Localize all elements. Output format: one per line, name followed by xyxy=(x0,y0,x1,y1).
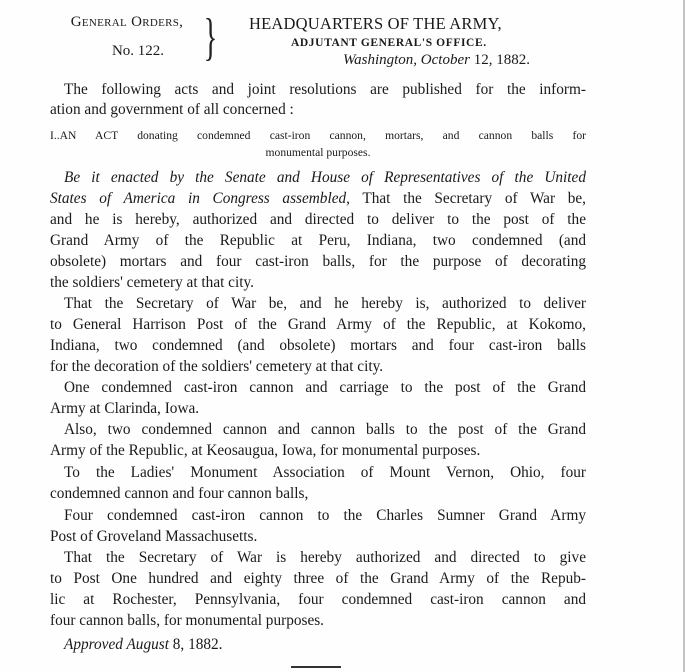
dateline-place: Washington, xyxy=(343,52,418,68)
order-number: No. 122. xyxy=(111,43,165,59)
dateline-month: October xyxy=(420,52,470,68)
intro-line: The following acts and joint resolutions are published for the inform- xyxy=(64,81,586,98)
general-orders-block xyxy=(52,12,202,61)
paragraph-line: the soldiers' cemetery at that city. xyxy=(50,274,254,291)
brace-icon: } xyxy=(203,9,218,66)
paragraph-line: Indiana, two condemned (and obsolete) mortars and four cast-iron balls xyxy=(50,337,586,354)
paragraph-line: Four condemned cast-iron cannon to the Charles Sumner Grand Army xyxy=(64,507,586,524)
office-name: ADJUTANT GENERAL'S OFFICE. xyxy=(291,37,487,49)
enacting-clause-line: Be it enacted by the Senate and House of Representatives of the United xyxy=(64,169,586,186)
section-divider xyxy=(291,666,341,668)
paragraph-line: to General Harrison Post of the Grand Army of the Republic, at Kokomo, xyxy=(50,316,586,333)
paragraph-line: obsolete) mortars and four cast-iron balls, for the purpose of decorating xyxy=(50,253,586,270)
enacting-clause-text: States of America in Congress assembled, xyxy=(50,190,350,207)
paragraph-line: Grand Army of the Republic at Peru, Indiana, two condemned (and xyxy=(50,232,586,249)
paragraph-line: That the Secretary of War is hereby authorized and directed to give xyxy=(64,549,586,566)
paragraph-line: Army of the Republic, at Keosaugua, Iowa, for monumental purposes. xyxy=(50,442,481,459)
approval-line xyxy=(64,635,586,655)
act-title-line: monumental purposes. xyxy=(265,146,371,159)
act-title-line: I..AN ACT donating condemned cast-iron cannon, mortars, and cannon balls for xyxy=(50,129,586,142)
paragraph-line: for the decoration of the soldiers' cemetery at that city. xyxy=(50,358,384,375)
paragraph-line: Post of Groveland Massachusetts. xyxy=(50,528,258,545)
dateline-day-year: 12, 1882. xyxy=(473,52,530,68)
paragraph-line: and he is hereby, authorized and directed to deliver to the post of the xyxy=(50,211,586,228)
paragraph-line: To the Ladies' Monument Association of Mount Vernon, Ohio, four xyxy=(64,464,586,481)
dateline xyxy=(343,51,589,69)
paragraph-line: lic at Rochester, Pennsylvania, four condemned cast-iron cannon and xyxy=(50,591,586,608)
approval-label: Approved August xyxy=(64,636,169,653)
paragraph-line xyxy=(50,189,586,209)
paragraph-line: four cannon balls, for monumental purposes. xyxy=(50,612,325,629)
paragraph-line: One condemned cast-iron cannon and carriage to the post of the Grand xyxy=(64,379,586,396)
intro-line: ation and government of all concerned : xyxy=(50,101,294,118)
headquarters-block xyxy=(249,14,589,69)
headquarters-title: HEADQUARTERS OF THE ARMY, xyxy=(249,14,502,33)
paragraph-line: Also, two condemned cannon and cannon balls to the post of the Grand xyxy=(64,421,586,438)
paragraph-line: to Post One hundred and eighty three of the Grand Army of the Repub- xyxy=(50,570,586,587)
paragraph-text: That the Secretary of War be, xyxy=(362,190,586,207)
approval-date: 8, 1882. xyxy=(172,636,223,653)
paragraph-line: condemned cannon and four cannon balls, xyxy=(50,485,309,502)
general-orders-label: General Orders, xyxy=(70,14,184,30)
paragraph-line: Army at Clarinda, Iowa. xyxy=(50,400,200,417)
paragraph-line: That the Secretary of War be, and he hereby is, authorized to deliver xyxy=(64,295,586,312)
